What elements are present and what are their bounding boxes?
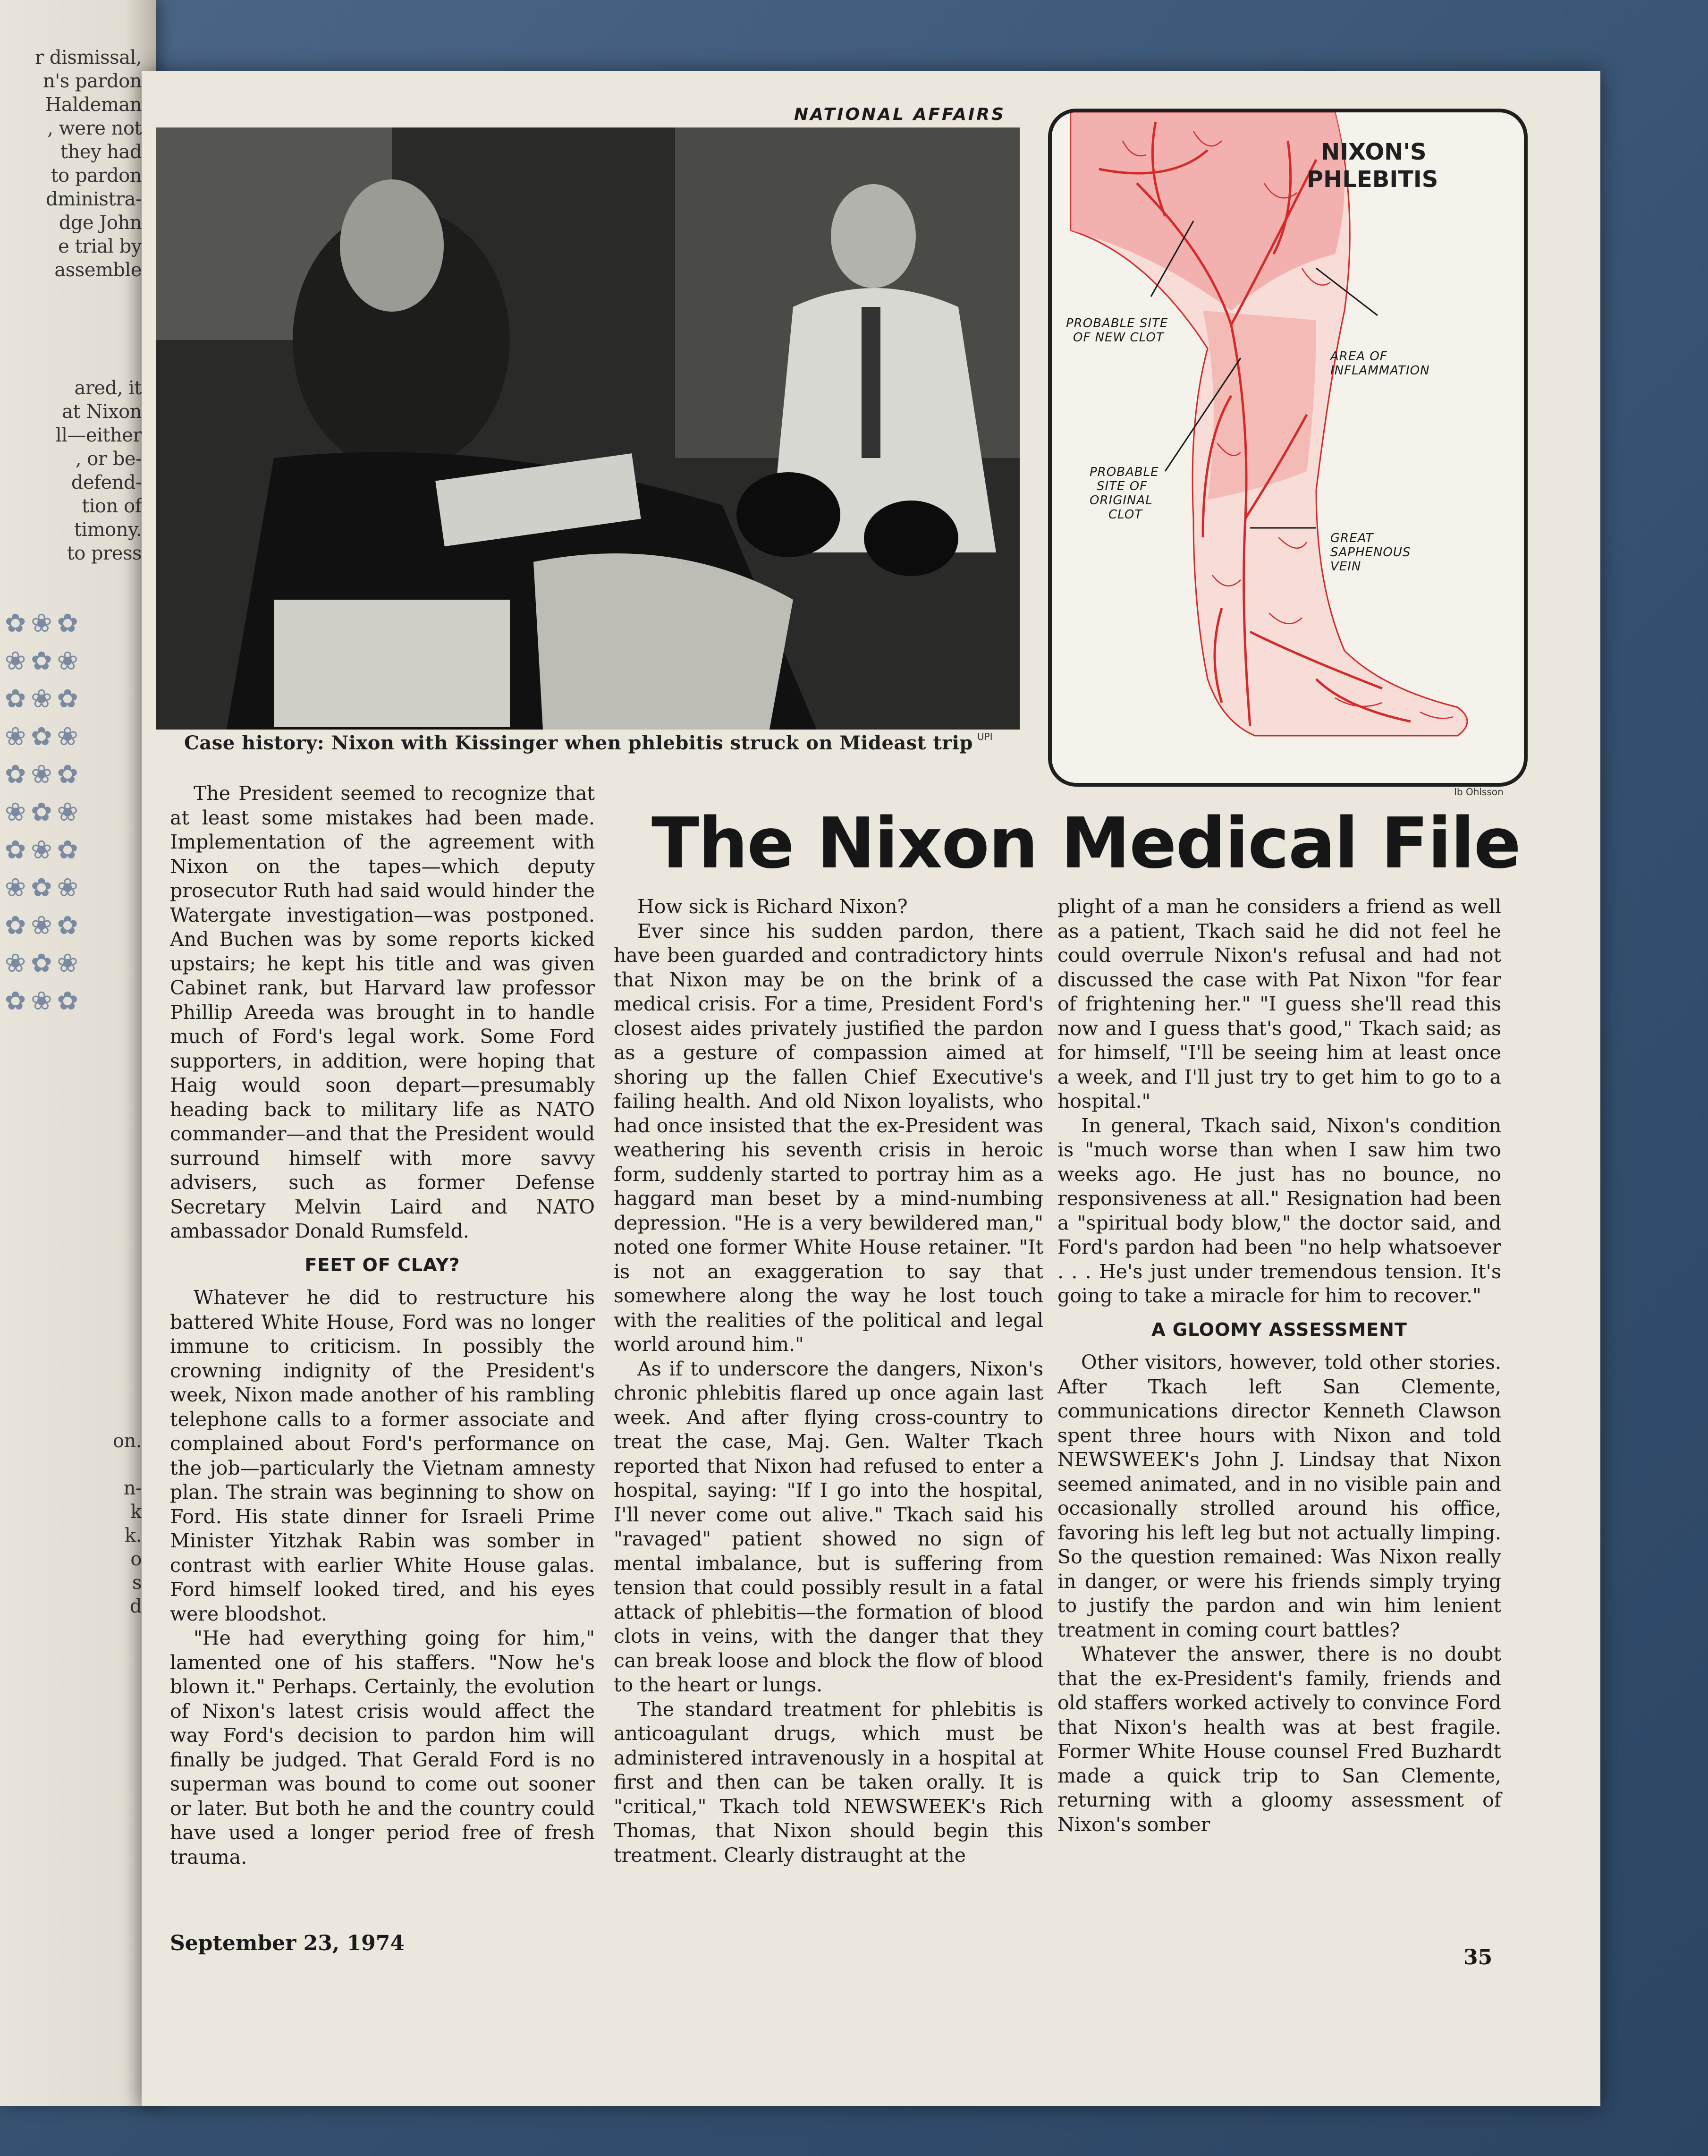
subhead-gloomy-assessment: A GLOOMY ASSESSMENT: [1151, 1319, 1407, 1340]
illustration-title-1: NIXON'S: [1321, 139, 1427, 165]
col2-paragraph: The standard treatment for phlebitis is anticoagulant drugs, which must be administered intravenously in a hospital at first and then can be taken orally. It is "critical," Tkach told NEWSWEEK's Rich Thomas, that Nixon should begin this treatment. Clearly distraught at the: [614, 1698, 1043, 1867]
page-number: 35: [1463, 1945, 1493, 1969]
label-new-clot-1: PROBABLE SITE: [1066, 316, 1168, 331]
left-text-fragment: n's pardon: [42, 70, 142, 92]
left-text-fragment: , were not: [47, 118, 142, 139]
label-new-clot-2: OF NEW CLOT: [1073, 331, 1164, 345]
photo-scene: [156, 127, 1020, 730]
left-text-fragment: to press: [67, 543, 142, 564]
left-text-fragment: defend-: [71, 472, 142, 493]
left-text-fragment: d: [129, 1596, 142, 1617]
left-text-fragment: to pardon: [51, 165, 142, 187]
left-text-fragment: r dismissal,: [35, 47, 142, 68]
col1-paragraph: Whatever he did to restructure his battered White House, Ford was no longer immune to criticism. In possibly the crowning indignity of the President's week, Nixon made another of his rambling telephone calls to a former associate and complained about Ford's performance on the job—particularly the Vietnam amnesty plan. The strain was beginning to show on Ford. His state dinner for Israeli Prime Minister Yitzhak Rabin was somber in contrast with earlier White House galas. Ford himself looked tired, and his eyes were bloodshot.: [170, 1286, 595, 1625]
left-text-fragment: k.: [125, 1525, 142, 1546]
label-vein-1: GREAT: [1330, 531, 1374, 545]
label-vein-3: VEIN: [1330, 560, 1361, 574]
photo-credit: UPI: [977, 731, 993, 742]
left-facing-page: [0, 0, 156, 2106]
left-text-fragment: dge John: [59, 212, 142, 234]
article-column-3: [1057, 895, 1501, 1837]
illustration-title-2: PHLEBITIS: [1307, 166, 1438, 193]
col3-paragraph: plight of a man he considers a friend as well as a patient, Tkach said he did not feel he could overrule Nixon's refusal and had not discussed the case with Pat Nixon "for fear of frightening her." "I guess she'll read this now and I guess that's good," Tkach said; as for himself, "I'll be seeing him at least once a week, and I'll just try to get him to go to a hospital.": [1057, 895, 1501, 1112]
label-original-clot-2: SITE OF: [1097, 479, 1148, 493]
col2-paragraph: Ever since his sudden pardon, there have been guarded and contradictory hints that Nixon may be on the brink of a medical crisis. For a time, President Ford's closest aides privately justified the pardon as a gesture of compassion aimed at shoring up the fallen Chief Executive's failing health. And old Nixon loyalists, who had once insisted that the ex-President was weathering his seventh crisis in heroic form, suddenly started to portray him as a haggard man beset by a mind-numbing depression. "He is a very bewildered man," noted one former White House retainer. "It is not an exaggeration to say that somewhere along the way he lost touch with the realities of the political and legal world around him.": [614, 919, 1043, 1356]
left-text-fragment: tion of: [82, 495, 142, 517]
magazine-page: [142, 71, 1600, 2106]
col2-paragraph: As if to underscore the dangers, Nixon's chronic phlebitis flared up once again last week. And after flying cross-country to treat the case, Maj. Gen. Walter Tkach reported that Nixon had refused to enter a hospital, saying: "If I go into the hospital, I'll never come out alive." Tkach said his "ravaged" patient showed no sign of mental imbalance, but is suffering from tension that could possibly result in a fatal attack of phlebitis—the formation of blood clots in veins, with the danger that they can break loose and block the flow of blood to the heart or lungs.: [614, 1357, 1043, 1696]
label-inflammation-1: AREA OF: [1330, 349, 1387, 364]
left-text-fragment: timony.: [74, 519, 142, 541]
label-original-clot-1: PROBABLE: [1090, 465, 1159, 479]
col1-paragraph: The President seemed to recognize that at least some mistakes had been made. Implementation of the agreement with Nixon on the tapes—which deputy prosecutor Ruth had said would hinder the Watergate investigation—was postponed. And Buchen was by some reports kicked upstairs; he kept his title and was given Cabinet rank, but Harvard law professor Phillip Areeda was brought in to handle much of Ford's legal work. Some Ford supporters, in addition, were hoping that Haig would soon depart—presumably heading back to military life as NATO commander—and that the President would surround himself with more savvy advisers, such as former Defense Secretary Melvin Laird and NATO ambassador Donald Rumsfeld.: [170, 782, 595, 1242]
left-text-fragment: e trial by: [58, 236, 142, 257]
ornament-border: ✿❀✿ ❀✿❀ ✿❀✿ ❀✿❀ ✿❀✿ ❀✿❀ ✿❀✿ ❀✿❀ ✿❀✿ ❀✿❀ ✿❀✿: [5, 608, 83, 1016]
article-headline: The Nixon Medical File: [651, 803, 1520, 884]
left-text-fragment: k: [130, 1501, 142, 1523]
left-text-fragment: ared, it: [74, 377, 142, 399]
left-text-fragment: Haldeman: [45, 94, 142, 116]
phlebitis-illustration: [1048, 109, 1528, 787]
article-column-2: [614, 895, 1043, 1867]
label-original-clot-3: ORIGINAL: [1090, 493, 1153, 508]
photo-caption: Case history: Nixon with Kissinger when phlebitis struck on Mideast trip: [184, 732, 973, 754]
col3-paragraph: In general, Tkach said, Nixon's condition is "much worse than when I saw him two weeks ago. He just has no bounce, no responsiveness at all." Resignation had been a "spiritual body blow," the doctor said, and Ford's pardon had been "no help whatsoever . . . He's just under tremendous tension. It's going to take a miracle for him to recover.": [1057, 1114, 1501, 1307]
left-text-fragment: o: [130, 1548, 142, 1570]
col3-paragraph: Whatever the answer, there is no doubt that the ex-President's family, friends and old staffers worked actively to convince Ford that Nixon's health was at best fragile. Former White House counsel Fred Buzhardt made a quick trip to San Clemente, returning with a gloomy assessment of Nixon's somber: [1057, 1643, 1501, 1836]
left-text-fragment: at Nixon: [62, 401, 142, 423]
left-text-fragment: ll—either: [55, 424, 142, 446]
left-text-fragment: , or be-: [75, 448, 142, 470]
left-text-fragment: s: [132, 1572, 142, 1594]
col2-paragraph: How sick is Richard Nixon?: [637, 895, 908, 918]
article-column-1: [170, 781, 595, 1869]
photo-nixon-kissinger: [156, 127, 1020, 730]
subhead-feet-of-clay: FEET OF CLAY?: [304, 1254, 460, 1275]
issue-date: September 23, 1974: [170, 1931, 405, 1955]
left-text-fragment: on.: [112, 1430, 142, 1452]
label-vein-2: SAPHENOUS: [1330, 545, 1411, 560]
left-text-fragment: dministra-: [46, 188, 142, 210]
col3-paragraph: Other visitors, however, told other stories. After Tkach left San Clemente, communications director Kenneth Clawson spent three hours with Nixon and told NEWSWEEK's John J. Lindsay that Nixon seemed animated, and in no visible pain and occasionally strolled around his office, favoring his left leg but not actually limping. So the question remained: Was Nixon really in danger, or were his friends simply trying to justify the pardon and win him lenient treatment in coming court battles?: [1057, 1351, 1501, 1641]
left-text-fragment: n-: [123, 1477, 142, 1499]
label-original-clot-4: CLOT: [1108, 508, 1143, 522]
label-inflammation-2: INFLAMMATION: [1330, 364, 1430, 378]
col1-paragraph: "He had everything going for him," lamented one of his staffers. "Now he's blown it." Perhaps. Certainly, the evolution of Nixon's latest crisis would affect the way Ford's decision to pardon him will finally be judged. That Gerald Ford is no superman was bound to come out sooner or later. But both he and the country could have used a longer period free of fresh trauma.: [170, 1627, 595, 1868]
section-label: NATIONAL AFFAIRS: [794, 105, 1006, 124]
left-text-fragment: assemble: [54, 259, 142, 281]
left-text-fragment: they had: [60, 141, 142, 163]
leg-diagram: [1052, 112, 1524, 783]
illustration-credit: Ib Ohlsson: [1454, 786, 1504, 798]
